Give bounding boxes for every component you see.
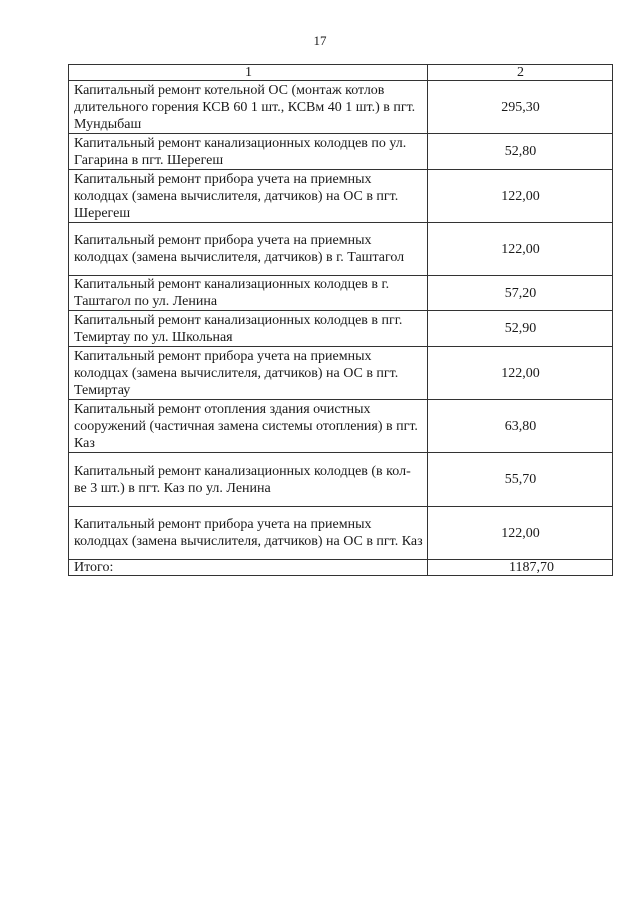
table-row	[69, 81, 613, 134]
row-amount: 52,80	[428, 134, 613, 170]
column-header-1: 1	[69, 65, 428, 81]
table-row	[69, 170, 613, 223]
table-row	[69, 507, 613, 560]
row-description: Капитальный ремонт прибора учета на приемных колодцах (замена вычислителя, датчиков) на ОС в пгт. Каз	[69, 507, 428, 560]
table-row	[69, 276, 613, 311]
table-header-row	[69, 65, 613, 81]
table-row	[69, 347, 613, 400]
row-amount: 55,70	[428, 453, 613, 507]
row-amount: 122,00	[428, 170, 613, 223]
row-description: Капитальный ремонт прибора учета на приемных колодцах (замена вычислителя, датчиков) в г. Таштагол	[69, 223, 428, 276]
total-amount: 1187,70	[428, 560, 613, 576]
row-description: Капитальный ремонт отопления здания очистных сооружений (частичная замена системы отопления) в пгт. Каз	[69, 400, 428, 453]
row-description: Капитальный ремонт канализационных колодцев по ул. Гагарина в пгт. Шерегеш	[69, 134, 428, 170]
row-description: Капитальный ремонт прибора учета на приемных колодцах (замена вычислителя, датчиков) на ОС в пгт. Темиртау	[69, 347, 428, 400]
column-header-2: 2	[428, 65, 613, 81]
table-row	[69, 453, 613, 507]
row-amount: 122,00	[428, 507, 613, 560]
table-row	[69, 223, 613, 276]
total-row	[69, 560, 613, 576]
page-number: 17	[313, 33, 327, 48]
row-amount: 57,20	[428, 276, 613, 311]
row-description: Капитальный ремонт котельной ОС (монтаж котлов длительного горения КСВ 60 1 шт., КСВм 40 1 шт.) в пгт. Мундыбаш	[69, 81, 428, 134]
table-row	[69, 134, 613, 170]
total-label: Итого:	[69, 560, 428, 576]
table-row	[69, 400, 613, 453]
table-row	[69, 311, 613, 347]
row-description: Капитальный ремонт прибора учета на приемных колодцах (замена вычислителя, датчиков) на ОС в пгт. Шерегеш	[69, 170, 428, 223]
row-amount: 52,90	[428, 311, 613, 347]
row-amount: 295,30	[428, 81, 613, 134]
row-amount: 122,00	[428, 223, 613, 276]
row-amount: 122,00	[428, 347, 613, 400]
row-description: Капитальный ремонт канализационных колодцев (в кол-ве 3 шт.) в пгт. Каз по ул. Ленина	[69, 453, 428, 507]
budget-table	[68, 64, 613, 576]
row-amount: 63,80	[428, 400, 613, 453]
row-description: Капитальный ремонт канализационных колодцев в пгг. Темиртау по ул. Школьная	[69, 311, 428, 347]
row-description: Капитальный ремонт канализационных колодцев в г. Таштагол по ул. Ленина	[69, 276, 428, 311]
